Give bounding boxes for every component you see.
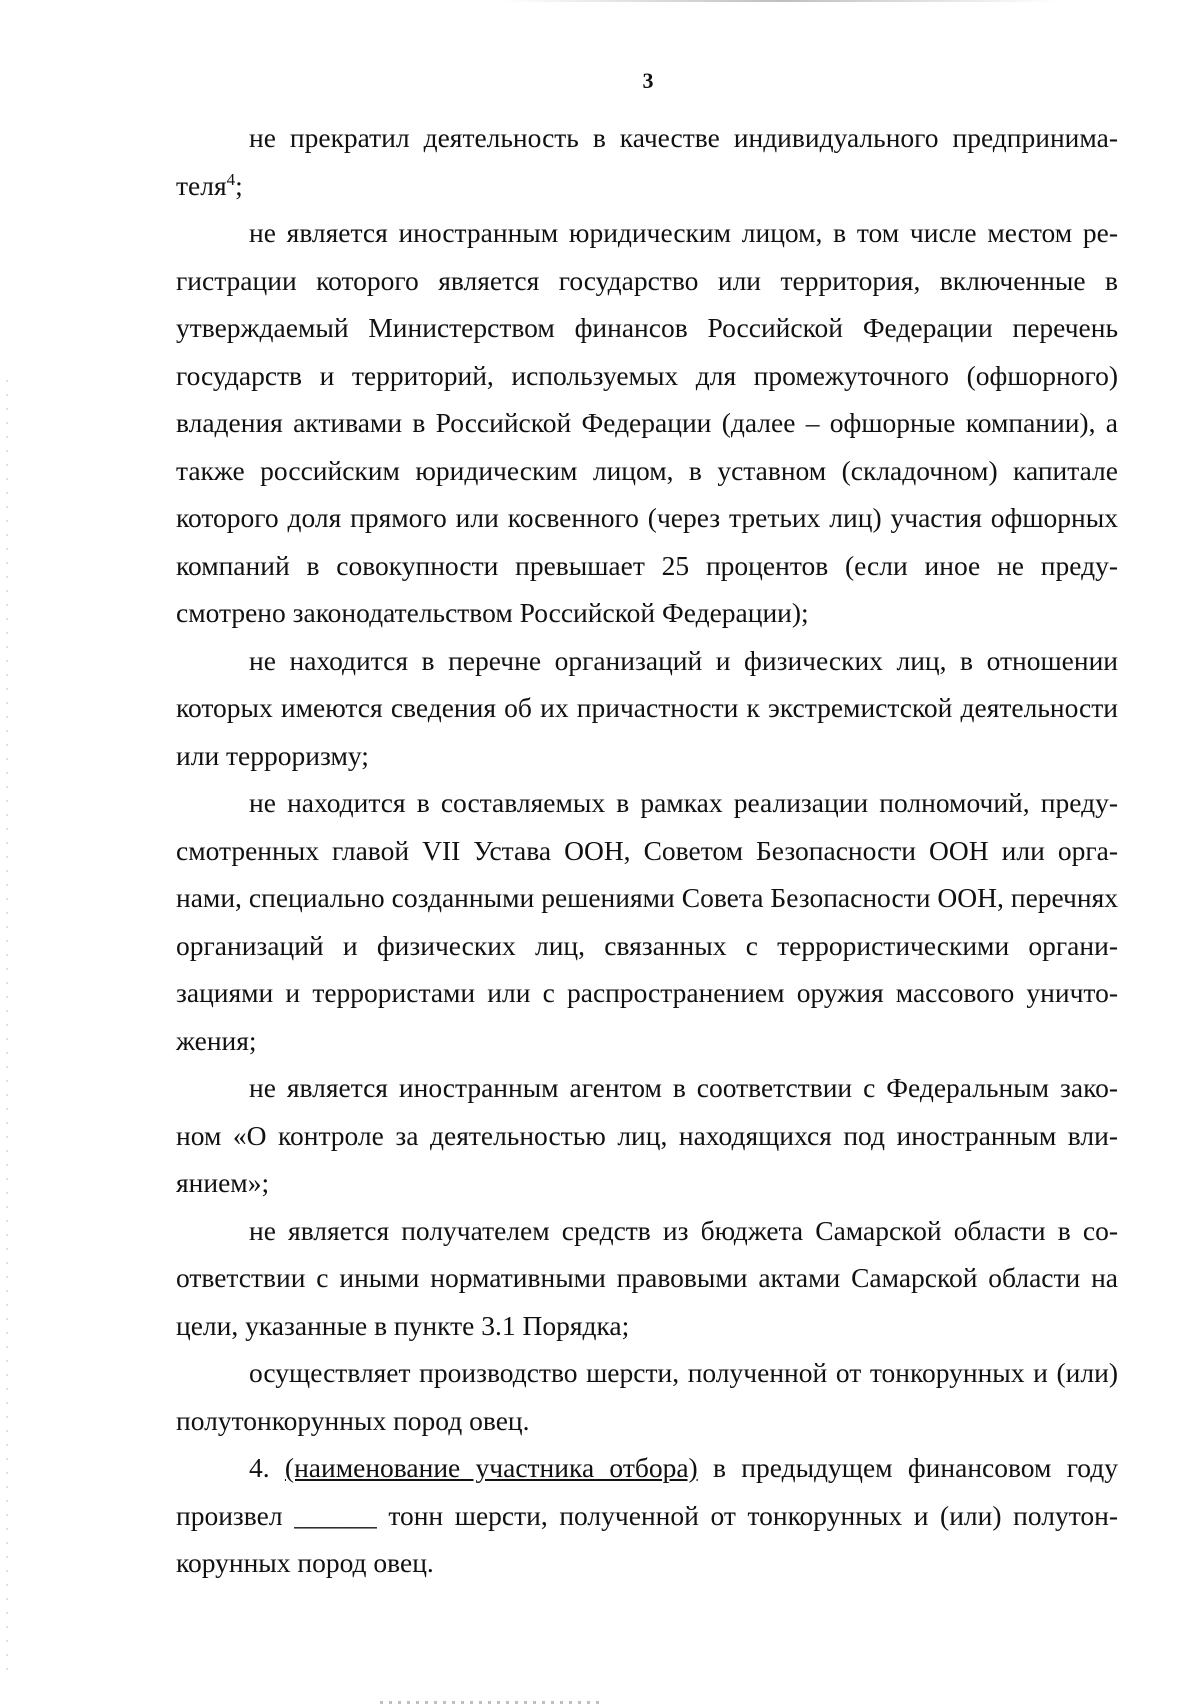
paragraph-item-4 bbox=[176, 1444, 1118, 1587]
paragraph-budget: не является получателем средств из бюджета Самарской области в соответствии с иными нормативными правовыми актами Самарской области на цели, указанные в пункте 3.1 Порядка; bbox=[176, 1214, 1118, 1341]
paragraph-wool-production: осуществляет производство шерсти, полученной от тонкорунных и (или) полутонкорунных пород овец. bbox=[176, 1357, 1118, 1436]
paragraph-un-lists: не находится в составляемых в рамках реализации полномочий, предусмотренных главой VII Устава ООН, Советом Безопасности ООН или органами, специально созданными решениями Совета Безопасности ООН, перечнях организаций и физических лиц, связанных с террористическими организациями и террористами или с распространением оружия массового уничтожения; bbox=[176, 787, 1118, 1056]
scan-noise-bottom bbox=[380, 1701, 600, 1704]
scan-edge-artifact bbox=[500, 0, 1060, 2]
participant-name-placeholder: (наименование участника отбора) bbox=[284, 1452, 698, 1483]
paragraph-offshore: не является иностранным юридическим лицом, в том числе местом регистрации которого является государство или территория, включенные в утверждаемый Министерством финансов Российской Федерации перечень государств и территорий, используемых для промежуточного (офшорного) владения активами в Российской Федерации (далее – офшорные компании), а также российским юридическим лицом, в уставном (складочном) капитале которого доля прямого или косвенного (через третьих лиц) участия офшорных компаний в совокупности превышает 25 процентов (если иное не предусмотрено законодательством Российской Федерации); bbox=[176, 217, 1118, 628]
paragraph-extremism: не находится в перечне организаций и физических лиц, в отношении которых имеются сведения об их причастности к экстремистской деятельности или терроризму; bbox=[176, 644, 1118, 771]
item-number: 4. bbox=[249, 1452, 270, 1483]
tonnage-blank: ______ bbox=[294, 1499, 377, 1531]
document-body bbox=[176, 114, 1118, 1587]
paragraph-foreign-agent: не является иностранным агентом в соответствии с Федеральным законом «О контроле за деятельностью лиц, находящихся под иностранным влиянием»; bbox=[176, 1072, 1118, 1198]
paragraph-entrepreneur bbox=[176, 114, 1118, 209]
paragraph-suffix: ; bbox=[235, 169, 243, 201]
item-text-b: тонн шерсти, полученной от тонкорунных и (или) полутонкорунных пород овец. bbox=[176, 1499, 1119, 1578]
scan-noise-left bbox=[6, 380, 8, 1680]
page-number: 3 bbox=[642, 68, 654, 93]
item-text-a: в предыдущем финансовом году произвел bbox=[176, 1452, 1119, 1531]
footnote-marker: 4 bbox=[226, 169, 236, 189]
paragraph-text: не прекратил деятельность в качестве индивидуального предпринимателя bbox=[176, 122, 1118, 201]
